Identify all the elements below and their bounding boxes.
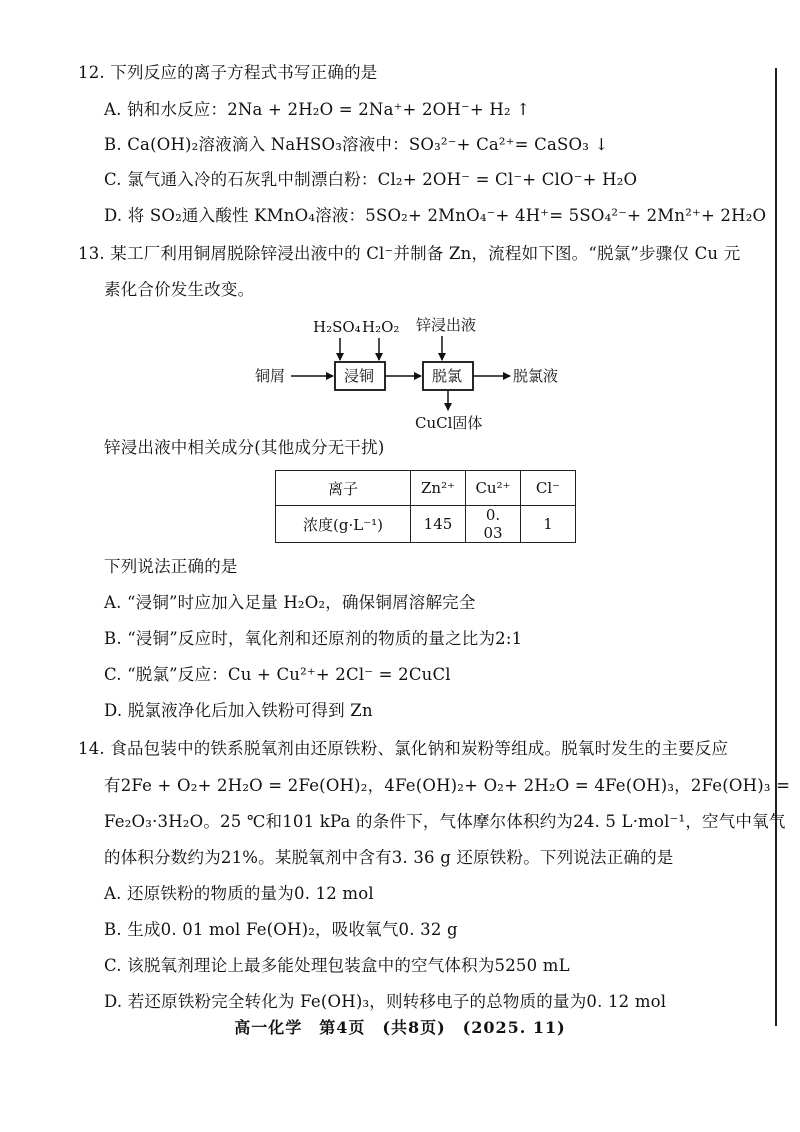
q14-stem-line4: 的体积分数约为21%。某脱氧剂中含有3. 36 g 还原铁粉。下列说法正确的是 — [104, 848, 674, 867]
q13-option-c: C. “脱氯”反应：Cu + Cu²⁺+ 2Cl⁻ = 2CuCl — [104, 665, 451, 684]
flow-step-dechlorination: 脱氯 — [432, 367, 463, 385]
q12-option-b: B. Ca(OH)₂溶液滴入 NaHSO₃溶液中：SO₃²⁻+ Ca²⁺= CaSO₃ ↓ — [104, 135, 609, 154]
table-row-label: 浓度(g·L⁻¹) — [276, 506, 411, 543]
flow-reagent-h2o2: H₂O₂ — [362, 318, 400, 336]
q12-stem: 12. 下列反应的离子方程式书写正确的是 — [78, 63, 378, 82]
q13-stem-line2: 素化合价发生改变。 — [104, 280, 255, 299]
flow-output-liquid: 脱氯液 — [513, 367, 559, 385]
q14-stem-line2: 有2Fe + O₂+ 2H₂O = 2Fe(OH)₂，4Fe(OH)₂+ O₂+ 2H₂O = 4Fe(OH)₃，2Fe(OH)₃ = — [104, 776, 791, 795]
table-header-row — [276, 471, 576, 506]
table-header-zn: Zn²⁺ — [411, 471, 466, 506]
ion-concentration-table — [275, 470, 576, 543]
process-flow-diagram — [255, 312, 575, 440]
q13-option-b: B. “浸铜”反应时，氧化剂和还原剂的物质的量之比为2:1 — [104, 629, 523, 648]
table-cell-cl: 1 — [521, 506, 576, 543]
page-footer: 高一化学 第4页 (共8页) (2025. 11) — [234, 1018, 566, 1037]
table-header-ion: 离子 — [276, 471, 411, 506]
q12-option-d: D. 将 SO₂通入酸性 KMnO₄溶液：5SO₂+ 2MnO₄⁻+ 4H⁺= 5SO₄²⁻+ 2Mn²⁺+ 2H₂O — [104, 206, 767, 225]
q12-option-a: A. 钠和水反应：2Na + 2H₂O = 2Na⁺+ 2OH⁻+ H₂ ↑ — [104, 100, 531, 119]
flow-reagent-zinc-leach: 锌浸出液 — [416, 316, 477, 334]
q13-prompt: 下列说法正确的是 — [104, 557, 238, 576]
table-cell-zn: 145 — [411, 506, 466, 543]
flow-input-copper-scrap: 铜屑 — [255, 367, 286, 385]
q13-option-a: A. “浸铜”时应加入足量 H₂O₂，确保铜屑溶解完全 — [104, 593, 476, 612]
q14-option-c: C. 该脱氧剂理论上最多能处理包装盒中的空气体积为5250 mL — [104, 956, 570, 975]
q14-option-d: D. 若还原铁粉完全转化为 Fe(OH)₃，则转移电子的总物质的量为0. 12 mol — [104, 992, 667, 1011]
flow-byproduct-cucl: CuCl固体 — [415, 414, 483, 432]
table-header-cu: Cu²⁺ — [466, 471, 521, 506]
table-caption: 锌浸出液中相关成分(其他成分无干扰) — [104, 438, 385, 457]
q12-option-c: C. 氯气通入冷的石灰乳中制漂白粉：Cl₂+ 2OH⁻ = Cl⁻+ ClO⁻+ H₂O — [104, 170, 638, 189]
q14-option-a: A. 还原铁粉的物质的量为0. 12 mol — [104, 884, 374, 903]
flow-step-copper-leach: 浸铜 — [344, 367, 375, 385]
margin-rule — [775, 68, 777, 1026]
q14-stem-line1: 14. 食品包装中的铁系脱氧剂由还原铁粉、氯化钠和炭粉等组成。脱氧时发生的主要反应 — [78, 739, 729, 758]
table-cell-cu: 0. 03 — [466, 506, 521, 543]
q14-option-b: B. 生成0. 01 mol Fe(OH)₂，吸收氧气0. 32 g — [104, 920, 458, 939]
table-row — [276, 506, 576, 543]
q13-stem-line1: 13. 某工厂利用铜屑脱除锌浸出液中的 Cl⁻并制备 Zn，流程如下图。“脱氯”步骤仅 Cu 元 — [78, 244, 741, 263]
flow-reagent-h2so4: H₂SO₄ — [313, 318, 361, 336]
q13-option-d: D. 脱氯液净化后加入铁粉可得到 Zn — [104, 701, 373, 720]
q14-stem-line3: Fe₂O₃·3H₂O。25 ℃和101 kPa 的条件下，气体摩尔体积约为24. 5 L·mol⁻¹，空气中氧气 — [104, 812, 786, 831]
table-header-cl: Cl⁻ — [521, 471, 576, 506]
